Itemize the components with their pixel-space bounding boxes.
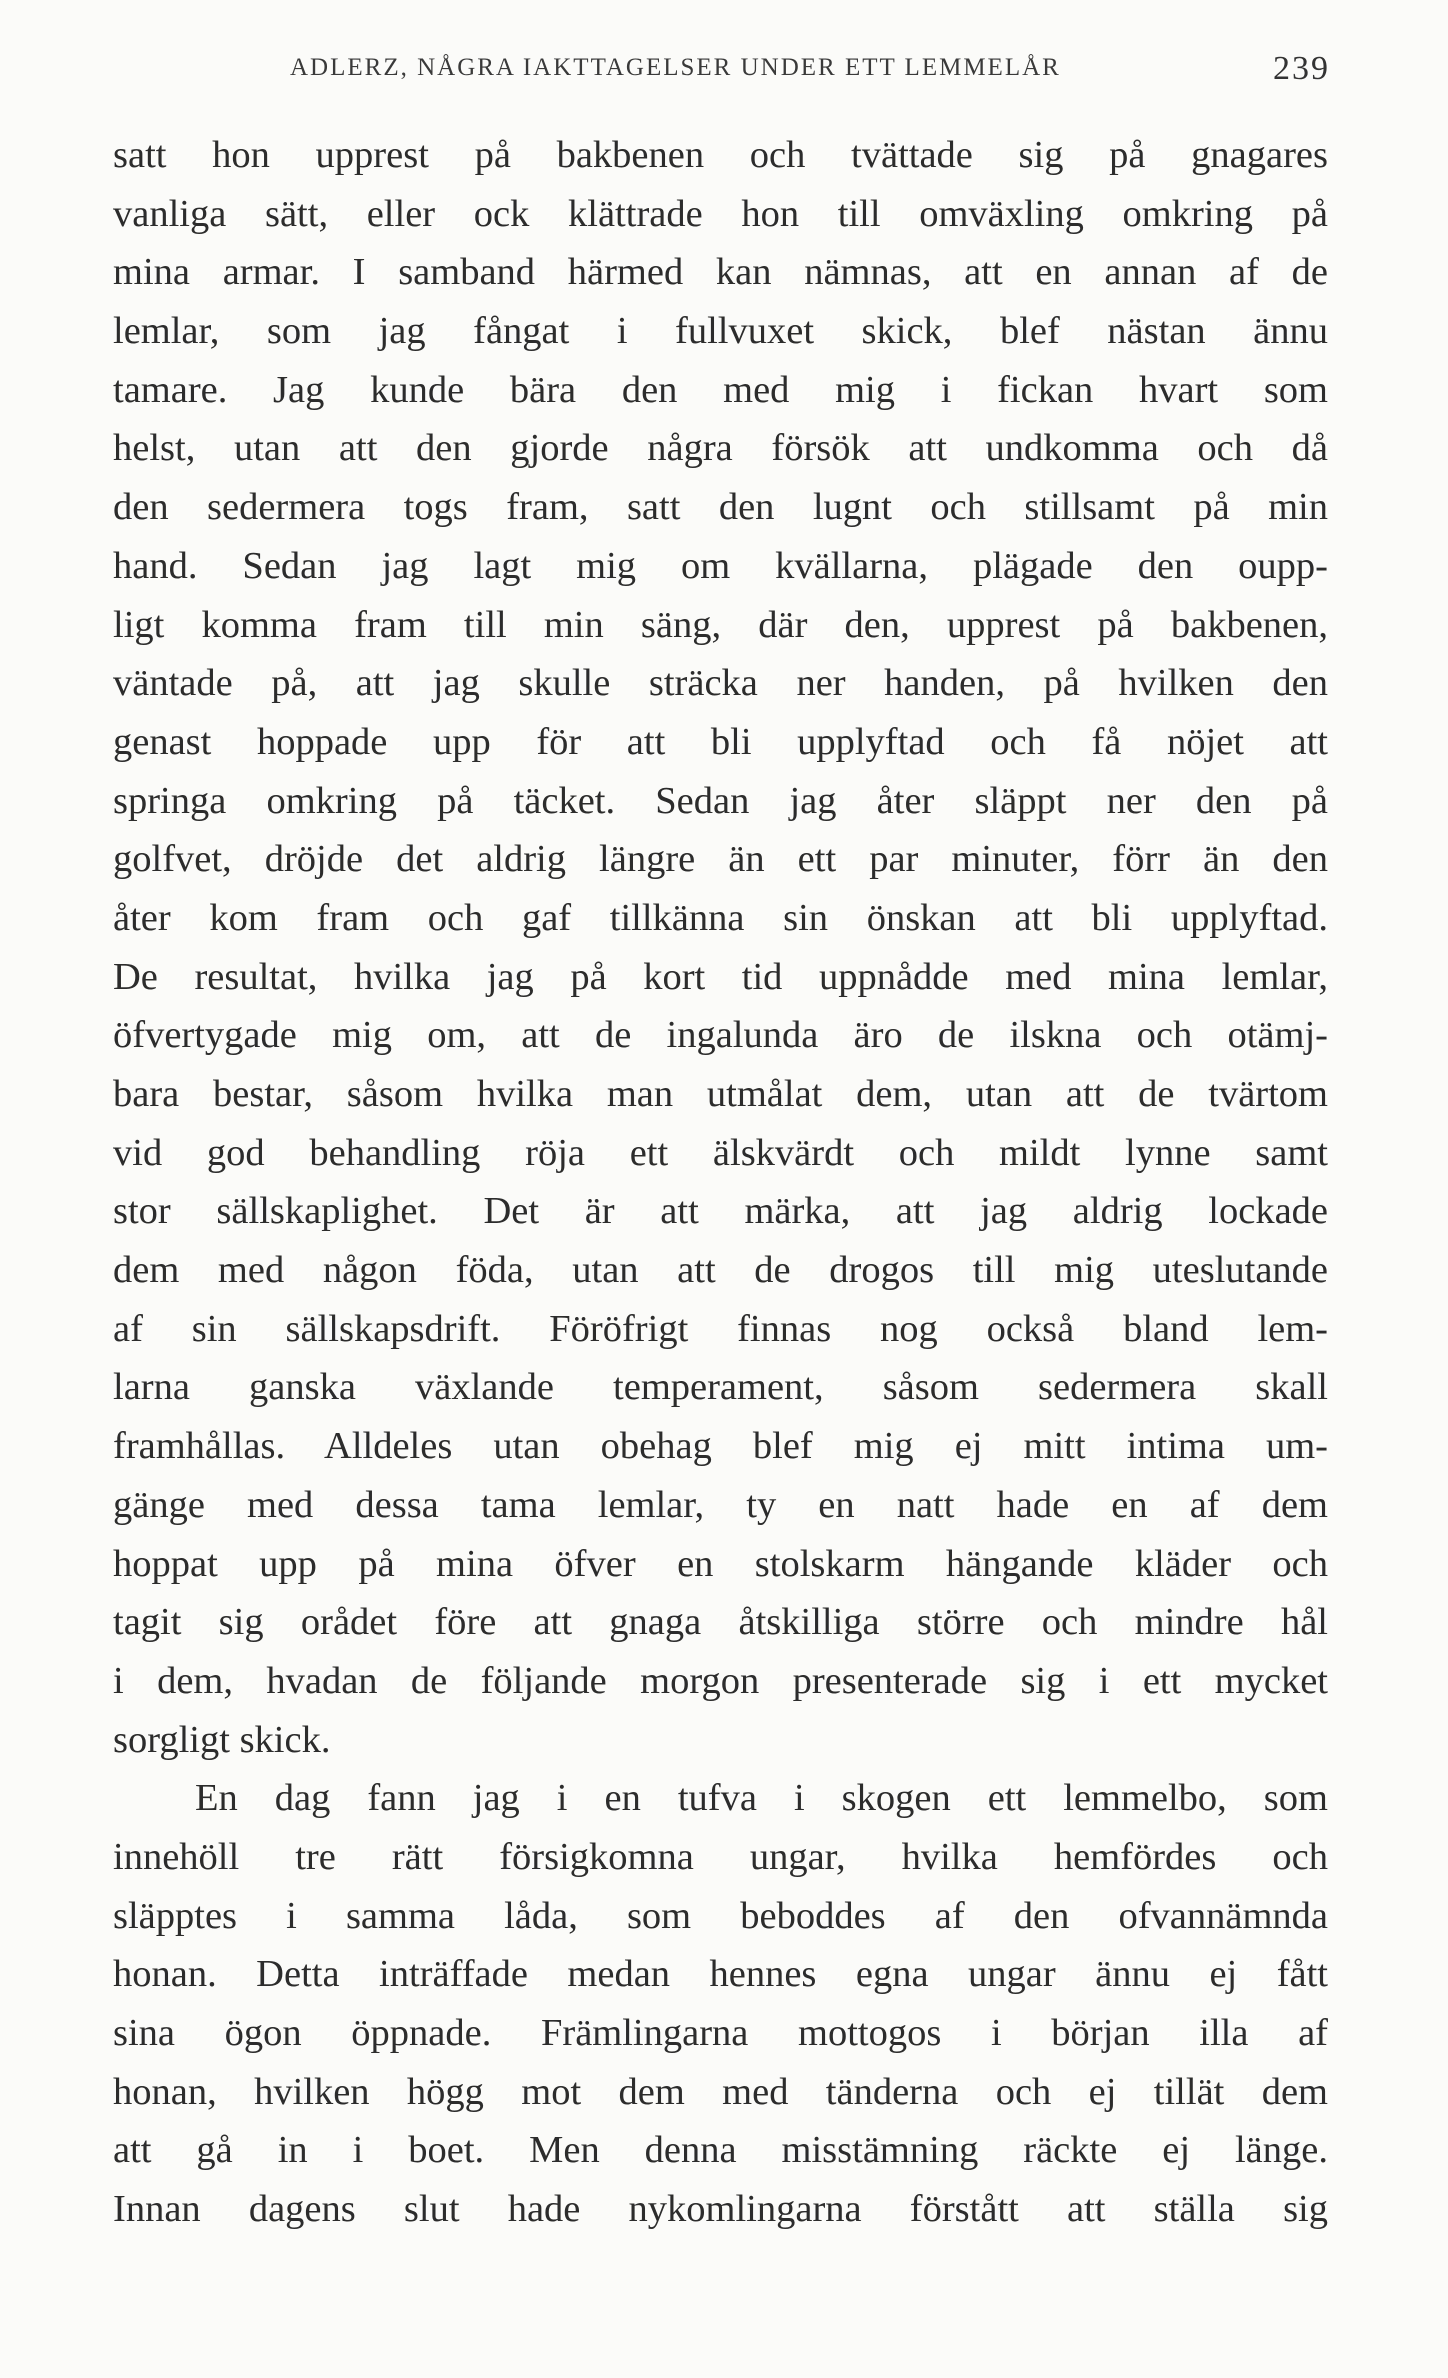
- text-line: stor sällskaplighet. Det är att märka, att jag aldrig lockade: [113, 1190, 1328, 1233]
- text-line: lemlar, som jag fångat i fullvuxet skick, blef nästan ännu: [113, 310, 1328, 353]
- text-line: hoppat upp på mina öfver en stolskarm hängande kläder och: [113, 1542, 1328, 1585]
- text-line: tagit sig orådet före att gnaga åtskilliga större och mindre hål: [113, 1601, 1328, 1644]
- text-line: honan, hvilken högg mot dem med tänderna och ej tillät dem: [113, 2070, 1328, 2113]
- text-line: åter kom fram och gaf tillkänna sin önskan att bli upplyftad.: [113, 896, 1328, 939]
- text-line: i dem, hvadan de följande morgon presenterade sig i ett mycket: [113, 1659, 1328, 1702]
- text-line: De resultat, hvilka jag på kort tid uppnådde med mina lemlar,: [113, 955, 1328, 998]
- text-line: honan. Detta inträffade medan hennes egna ungar ännu ej fått: [113, 1953, 1328, 1996]
- text-line: den sedermera togs fram, satt den lugnt och stillsamt på min: [113, 486, 1328, 529]
- text-line: bara bestar, såsom hvilka man utmålat dem, utan att de tvärtom: [113, 1073, 1328, 1115]
- text-line: att gå in i boet. Men denna misstämning räckte ej länge.: [113, 2129, 1328, 2172]
- text-line: springa omkring på täcket. Sedan jag åter släppt ner den på: [113, 779, 1328, 822]
- text-line: innehöll tre rätt försigkomna ungar, hvilka hemfördes och: [113, 1835, 1328, 1878]
- text-line: släpptes i samma låda, som beboddes af den ofvannämnda: [113, 1894, 1328, 1937]
- text-line: vanliga sätt, eller ock klättrade hon till omväxling omkring på: [113, 192, 1328, 235]
- text-line: hand. Sedan jag lagt mig om kvällarna, plägade den oupp-: [113, 544, 1328, 587]
- text-line: af sin sällskapsdrift. Föröfrigt finnas nog också bland lem-: [113, 1307, 1328, 1350]
- text-line: vid god behandling röja ett älskvärdt och mildt lynne samt: [113, 1131, 1328, 1174]
- running-header-title: ADLERZ, NÅGRA IAKTTAGELSER UNDER ETT LEMMELÅR: [290, 54, 1061, 81]
- running-header: [110, 50, 1330, 90]
- text-line: öfvertygade mig om, att de ingalunda äro de ilskna och otämj-: [113, 1014, 1328, 1057]
- text-line: satt hon upprest på bakbenen och tvättade sig på gnagares: [113, 134, 1328, 176]
- text-line: helst, utan att den gjorde några försök att undkomma och då: [113, 427, 1328, 470]
- body-text: [113, 126, 1328, 2239]
- paragraph-first-line: En dag fann jag i en tufva i skogen ett lemmelbo, som: [195, 1777, 1328, 1820]
- text-line: mina armar. I samband härmed kan nämnas, att en annan af de: [113, 251, 1328, 294]
- text-line: väntade på, att jag skulle sträcka ner handen, på hvilken den: [113, 662, 1328, 705]
- page-number: 239: [1273, 50, 1330, 87]
- text-line: tamare. Jag kunde bära den med mig i fickan hvart som: [113, 368, 1328, 411]
- text-line: genast hoppade upp för att bli upplyftad och få nöjet att: [113, 720, 1328, 763]
- text-line: sina ögon öppnade. Främlingarna mottogos i början illa af: [113, 2012, 1328, 2054]
- paragraph-last-line: sorgligt skick.: [113, 1718, 331, 1761]
- text-line: dem med någon föda, utan att de drogos till mig uteslutande: [113, 1249, 1328, 1292]
- text-line: Innan dagens slut hade nykomlingarna förstått att ställa sig: [113, 2188, 1328, 2231]
- text-line: ligt komma fram till min säng, där den, upprest på bakbenen,: [113, 603, 1328, 646]
- text-line: larna ganska växlande temperament, såsom sedermera skall: [113, 1366, 1328, 1409]
- text-line: framhållas. Alldeles utan obehag blef mig ej mitt intima um-: [113, 1425, 1328, 1468]
- text-line: gänge med dessa tama lemlar, ty en natt hade en af dem: [113, 1483, 1328, 1526]
- text-line: golfvet, dröjde det aldrig längre än ett par minuter, förr än den: [113, 838, 1328, 881]
